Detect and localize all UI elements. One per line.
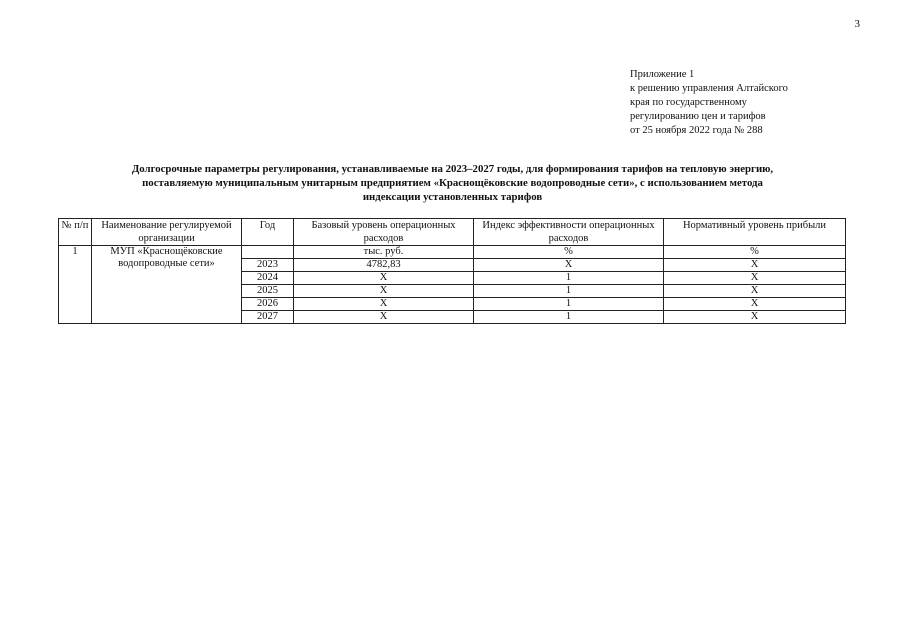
header-efficiency-index: Индекс эффективности операционных расходов (474, 219, 664, 246)
organization-name: МУП «Краснощёковские водопроводные сети» (92, 246, 242, 324)
year-cell: 2026 (242, 298, 294, 311)
profit-cell: Х (664, 259, 846, 272)
appendix-line: регулированию цен и тарифов (630, 111, 766, 122)
index-cell: 1 (474, 311, 664, 324)
year-cell: 2027 (242, 311, 294, 324)
profit-cell: Х (664, 311, 846, 324)
base-cell: 4782,83 (294, 259, 474, 272)
profit-cell: Х (664, 272, 846, 285)
page-number: 3 (854, 18, 860, 30)
units-year-cell (242, 246, 294, 259)
title-line: Долгосрочные параметры регулирования, устанавливаемые на 2023–2027 годы, для формирования тарифов на тепловую энергию, (131, 163, 774, 175)
year-cell: 2024 (242, 272, 294, 285)
units-profit: % (664, 246, 846, 259)
title-line: индексации установленных тарифов (362, 191, 543, 203)
header-num: № п/п (59, 219, 92, 246)
title-line: поставляемую муниципальным унитарным предприятием «Краснощёковские водопроводные сети», с использованием метода (142, 177, 763, 189)
header-year: Год (242, 219, 294, 246)
index-cell: 1 (474, 272, 664, 285)
row-number: 1 (59, 246, 92, 324)
profit-cell: Х (664, 285, 846, 298)
table-header-row (59, 219, 846, 246)
base-cell: Х (294, 272, 474, 285)
profit-cell: Х (664, 298, 846, 311)
header-base-level: Базовый уровень операционных расходов (294, 219, 474, 246)
document-title (50, 162, 855, 204)
header-org: Наименование регулируемой организации (92, 219, 242, 246)
appendix-line: края по государственному (630, 97, 747, 108)
appendix-line: от 25 ноября 2022 года № 288 (630, 125, 763, 136)
appendix-line: к решению управления Алтайского (630, 83, 788, 94)
units-index: % (474, 246, 664, 259)
base-cell: Х (294, 298, 474, 311)
header-profit-level: Нормативный уровень прибыли (664, 219, 846, 246)
units-base: тыс. руб. (294, 246, 474, 259)
parameters-table (58, 218, 846, 324)
index-cell: 1 (474, 285, 664, 298)
year-cell: 2025 (242, 285, 294, 298)
index-cell: Х (474, 259, 664, 272)
base-cell: Х (294, 285, 474, 298)
units-row (59, 246, 846, 259)
index-cell: 1 (474, 298, 664, 311)
appendix-note (630, 68, 870, 138)
base-cell: Х (294, 311, 474, 324)
year-cell: 2023 (242, 259, 294, 272)
appendix-line: Приложение 1 (630, 69, 695, 80)
